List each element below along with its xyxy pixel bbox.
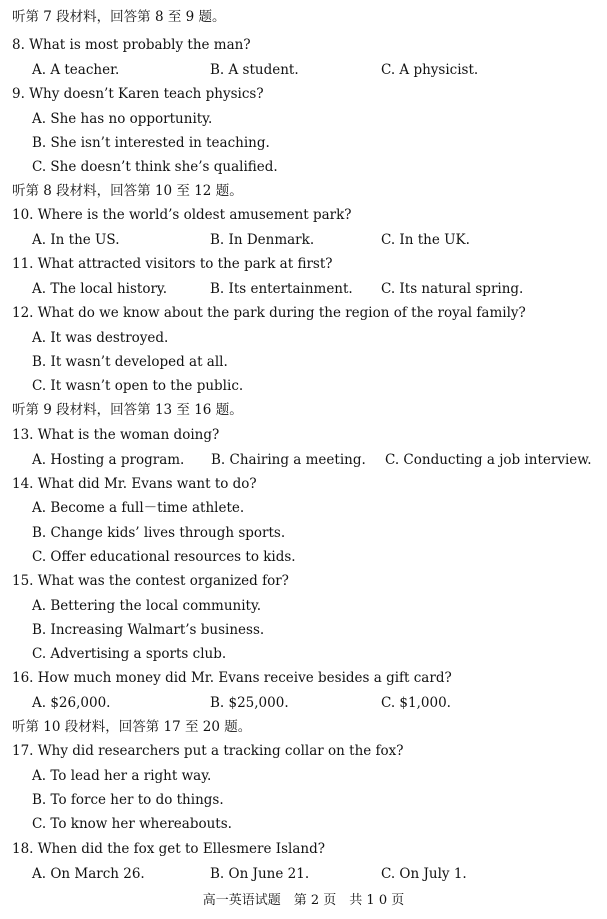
question-13-stem: 13. What is the woman doing? (12, 427, 220, 443)
question-12-stem: 12. What do we know about the park during the region of the royal family? (12, 305, 526, 321)
question-14-option-b: B. Change kids’ lives through sports. (32, 525, 286, 541)
question-17-option-b: B. To force her to do things. (32, 792, 224, 808)
question-15-stem: 15. What was the contest organized for? (12, 573, 289, 589)
question-17-stem: 17. Why did researchers put a tracking collar on the fox? (12, 743, 404, 759)
question-9-option-b: B. She isn’t interested in teaching. (32, 135, 270, 151)
question-17-option-a: A. To lead her a right way. (32, 768, 212, 784)
option-a: A. On March 26. (32, 866, 145, 882)
section-heading-9: 听第 9 段材料，回答第 13 至 16 题。 (12, 402, 243, 418)
question-12-option-c: C. It wasn’t open to the public. (32, 378, 244, 394)
option-b: B. $25,000. (210, 695, 289, 711)
question-18-stem: 18. When did the fox get to Ellesmere Island? (12, 841, 325, 857)
section-heading-7: 听第 7 段材料，回答第 8 至 9 题。 (12, 9, 226, 25)
option-a: A. A teacher. (32, 62, 120, 78)
option-c: C. Its natural spring. (381, 281, 524, 297)
option-c: C. $1,000. (381, 695, 451, 711)
option-a: A. $26,000. (32, 695, 111, 711)
option-c: C. Conducting a job interview. (385, 452, 592, 468)
option-b: B. A student. (210, 62, 299, 78)
question-10-options (0, 230, 607, 250)
question-9-option-c: C. She doesn’t think she’s qualified. (32, 159, 278, 175)
question-8-options (0, 60, 607, 80)
question-11-options (0, 279, 607, 299)
option-c: C. A physicist. (381, 62, 479, 78)
option-a: A. Hosting a program. (32, 452, 185, 468)
question-18-options (0, 864, 607, 884)
question-14-stem: 14. What did Mr. Evans want to do? (12, 476, 257, 492)
option-b: B. Its entertainment. (210, 281, 353, 297)
question-13-options (0, 450, 607, 470)
option-c: C. On July 1. (381, 866, 467, 882)
option-c: C. In the UK. (381, 232, 470, 248)
question-15-option-b: B. Increasing Walmart’s business. (32, 622, 265, 638)
option-a: A. The local history. (32, 281, 168, 297)
question-9-stem: 9. Why doesn’t Karen teach physics? (12, 86, 264, 102)
question-16-stem: 16. How much money did Mr. Evans receive besides a gift card? (12, 670, 452, 686)
question-15-option-a: A. Bettering the local community. (32, 598, 262, 614)
option-a: A. In the US. (32, 232, 120, 248)
question-8-stem: 8. What is most probably the man? (12, 37, 251, 53)
question-11-stem: 11. What attracted visitors to the park at first? (12, 256, 333, 272)
page-footer: 高一英语试题 第 2 页 共 1 0 页 (202, 893, 405, 908)
option-b: B. Chairing a meeting. (211, 452, 366, 468)
section-heading-8: 听第 8 段材料，回答第 10 至 12 题。 (12, 183, 243, 199)
question-12-option-a: A. It was destroyed. (32, 330, 169, 346)
question-12-option-b: B. It wasn’t developed at all. (32, 354, 228, 370)
question-10-stem: 10. Where is the world’s oldest amusement park? (12, 207, 352, 223)
question-14-option-a: A. Become a full－time athlete. (32, 500, 245, 516)
option-b: B. In Denmark. (210, 232, 315, 248)
question-9-option-a: A. She has no opportunity. (32, 111, 213, 127)
question-14-option-c: C. Offer educational resources to kids. (32, 549, 296, 565)
question-16-options (0, 693, 607, 713)
question-15-option-c: C. Advertising a sports club. (32, 646, 227, 662)
section-heading-10: 听第 10 段材料，回答第 17 至 20 题。 (12, 719, 252, 735)
option-b: B. On June 21. (210, 866, 310, 882)
question-17-option-c: C. To know her whereabouts. (32, 816, 232, 832)
